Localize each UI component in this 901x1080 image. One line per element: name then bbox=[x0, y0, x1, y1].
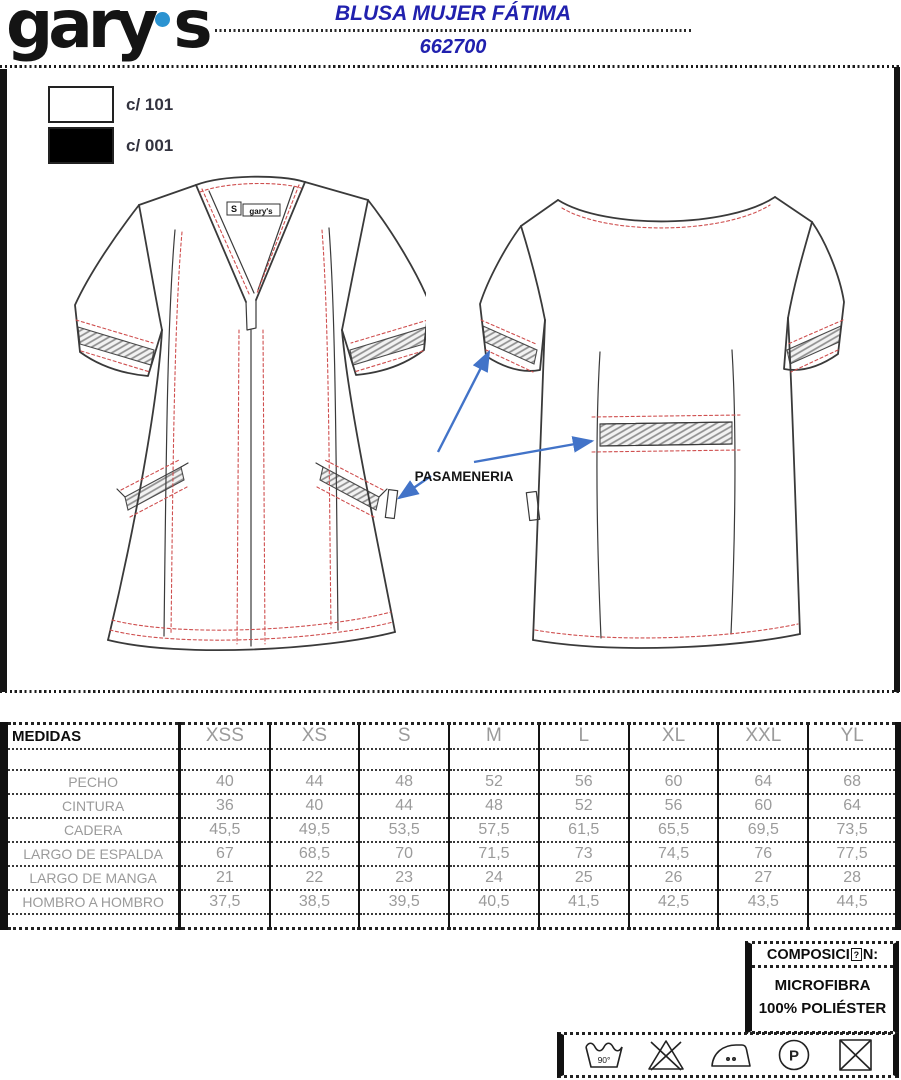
measure-label: LARGO DE ESPALDA bbox=[4, 842, 180, 866]
front-outline bbox=[75, 177, 426, 650]
size-header: XL bbox=[629, 724, 719, 749]
colorway-101 bbox=[48, 86, 173, 123]
size-value: 44 bbox=[359, 794, 449, 818]
size-value: 21 bbox=[180, 866, 270, 890]
measure-label: HOMBRO A HOMBRO bbox=[4, 890, 180, 914]
size-value: 69,5 bbox=[718, 818, 808, 842]
frame-bottom-border bbox=[0, 690, 901, 693]
size-value: 71,5 bbox=[449, 842, 539, 866]
size-value: 52 bbox=[539, 794, 629, 818]
missing-glyph-box: ? bbox=[851, 948, 862, 961]
size-value: 44,5 bbox=[808, 890, 898, 914]
size-value: 56 bbox=[539, 770, 629, 794]
spacer-row bbox=[4, 749, 898, 770]
size-value: 73 bbox=[539, 842, 629, 866]
size-header: L bbox=[539, 724, 629, 749]
wash-temp-label: 90° bbox=[597, 1055, 610, 1065]
size-value: 56 bbox=[629, 794, 719, 818]
size-value: 38,5 bbox=[270, 890, 360, 914]
size-value: 48 bbox=[359, 770, 449, 794]
size-value: 37,5 bbox=[180, 890, 270, 914]
measure-row bbox=[4, 818, 898, 842]
page-title: BLUSA MUJER FÁTIMA bbox=[334, 2, 572, 25]
do-not-tumble-dry-icon bbox=[833, 1036, 877, 1074]
spacer-row bbox=[4, 914, 898, 929]
measure-label: CADERA bbox=[4, 818, 180, 842]
size-value: 57,5 bbox=[449, 818, 539, 842]
size-value: 73,5 bbox=[808, 818, 898, 842]
size-value: 67 bbox=[180, 842, 270, 866]
brand-logo-text: gary bbox=[6, 0, 154, 63]
logo-dot-icon bbox=[155, 12, 170, 27]
size-value: 64 bbox=[718, 770, 808, 794]
size-value: 53,5 bbox=[359, 818, 449, 842]
size-value: 64 bbox=[808, 794, 898, 818]
color-swatch-white bbox=[48, 86, 114, 123]
neck-label bbox=[227, 202, 280, 216]
size-value: 60 bbox=[718, 794, 808, 818]
size-value: 36 bbox=[180, 794, 270, 818]
composition-title-text: N: bbox=[862, 947, 879, 963]
composition-title-text: COMPOSICI bbox=[766, 947, 850, 963]
dry-clean-letter: P bbox=[788, 1047, 800, 1065]
style-code: 662700 bbox=[419, 36, 487, 58]
size-value: 68,5 bbox=[270, 842, 360, 866]
fabric-content: 100% POLIÉSTER bbox=[758, 1000, 887, 1017]
size-value: 42,5 bbox=[629, 890, 719, 914]
measure-row bbox=[4, 842, 898, 866]
size-value: 68 bbox=[808, 770, 898, 794]
measure-label: PECHO bbox=[4, 770, 180, 794]
front-view-drawing bbox=[70, 172, 426, 664]
neck-label-size: S bbox=[230, 204, 238, 214]
size-value: 48 bbox=[449, 794, 539, 818]
side-tab bbox=[385, 490, 397, 519]
dry-clean-P-icon bbox=[772, 1036, 816, 1074]
size-value: 45,5 bbox=[180, 818, 270, 842]
size-value: 28 bbox=[808, 866, 898, 890]
size-value: 76 bbox=[718, 842, 808, 866]
back-view-drawing bbox=[476, 184, 848, 656]
size-value: 22 bbox=[270, 866, 360, 890]
colorway-legend bbox=[48, 86, 173, 168]
measure-row bbox=[4, 890, 898, 914]
brand-logo-s: s bbox=[173, 0, 208, 63]
fabric-name: MICROFIBRA bbox=[774, 977, 871, 994]
size-value: 77,5 bbox=[808, 842, 898, 866]
size-value: 40 bbox=[180, 770, 270, 794]
size-value: 65,5 bbox=[629, 818, 719, 842]
document-header bbox=[215, 2, 691, 59]
brand-logo bbox=[6, 0, 208, 63]
size-value: 44 bbox=[270, 770, 360, 794]
size-value: 40,5 bbox=[449, 890, 539, 914]
measure-row bbox=[4, 770, 898, 794]
color-code-label: c/ 101 bbox=[126, 94, 174, 114]
size-header: YL bbox=[808, 724, 898, 749]
size-header: M bbox=[449, 724, 539, 749]
size-value: 70 bbox=[359, 842, 449, 866]
table-title: MEDIDAS bbox=[4, 724, 180, 749]
back-trim-bands bbox=[483, 326, 841, 446]
back-outline bbox=[480, 197, 844, 648]
size-header: XXL bbox=[718, 724, 808, 749]
iron-medium-icon bbox=[706, 1036, 756, 1074]
measure-row bbox=[4, 866, 898, 890]
composition-content bbox=[752, 968, 893, 1020]
size-table bbox=[0, 722, 901, 930]
size-header: XSS bbox=[180, 724, 270, 749]
color-code-label: c/ 001 bbox=[126, 135, 174, 155]
size-value: 49,5 bbox=[270, 818, 360, 842]
annotation-label: PASAMENERIA bbox=[414, 469, 514, 484]
composition-title bbox=[752, 944, 893, 968]
wash-90-icon bbox=[581, 1036, 627, 1074]
size-value: 24 bbox=[449, 866, 539, 890]
frame-left-border bbox=[0, 69, 7, 692]
title-underline bbox=[215, 29, 691, 32]
measure-row bbox=[4, 794, 898, 818]
measure-label: CINTURA bbox=[4, 794, 180, 818]
frame-right-border bbox=[894, 67, 900, 692]
size-value: 61,5 bbox=[539, 818, 629, 842]
size-header: XS bbox=[270, 724, 360, 749]
size-value: 26 bbox=[629, 866, 719, 890]
do-not-bleach-icon bbox=[643, 1036, 689, 1074]
size-value: 40 bbox=[270, 794, 360, 818]
color-swatch-black bbox=[48, 127, 114, 164]
care-symbols-box bbox=[557, 1032, 899, 1078]
size-value: 25 bbox=[539, 866, 629, 890]
size-value: 43,5 bbox=[718, 890, 808, 914]
size-value: 27 bbox=[718, 866, 808, 890]
composition-box bbox=[745, 941, 899, 1034]
front-trim-bands bbox=[78, 327, 426, 510]
frame-top-border bbox=[0, 65, 901, 68]
size-value: 23 bbox=[359, 866, 449, 890]
size-header: S bbox=[359, 724, 449, 749]
size-value: 74,5 bbox=[629, 842, 719, 866]
colorway-001 bbox=[48, 127, 173, 164]
size-value: 39,5 bbox=[359, 890, 449, 914]
size-value: 41,5 bbox=[539, 890, 629, 914]
size-chart bbox=[0, 722, 901, 930]
size-value: 60 bbox=[629, 770, 719, 794]
neck-label-brand: gary's bbox=[249, 207, 273, 216]
size-value: 52 bbox=[449, 770, 539, 794]
measure-label: LARGO DE MANGA bbox=[4, 866, 180, 890]
